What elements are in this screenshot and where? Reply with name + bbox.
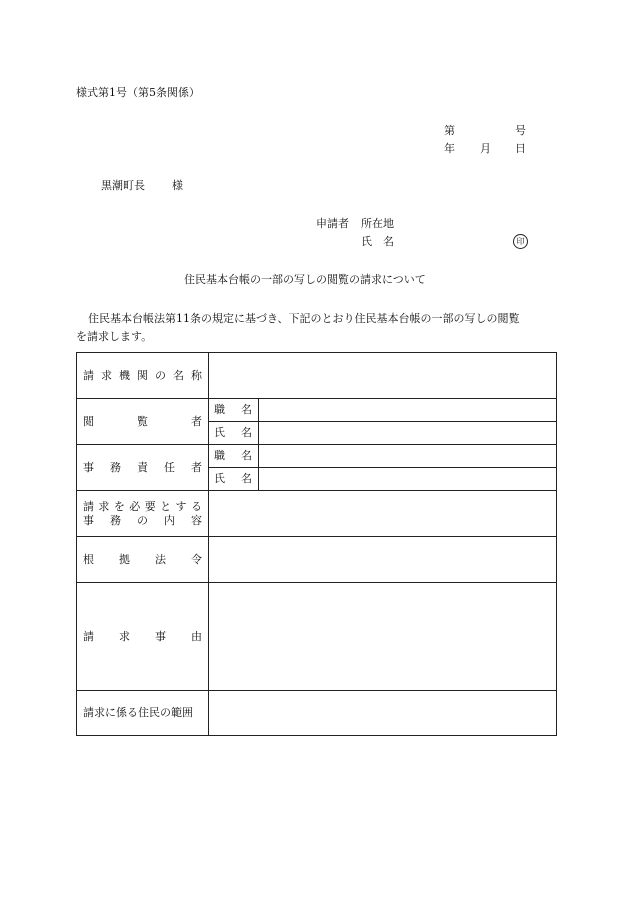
applicant-label: 申請者 <box>316 217 349 230</box>
row-institution-name <box>77 353 557 399</box>
field-purpose[interactable] <box>209 491 557 537</box>
field-legal-basis[interactable] <box>209 537 557 583</box>
addressee-honorific: 様 <box>172 179 183 192</box>
field-manager-name[interactable] <box>259 468 557 491</box>
number-prefix: 第 <box>444 124 455 137</box>
date-day: 日 <box>515 142 526 155</box>
field-viewer-job[interactable] <box>259 399 557 422</box>
date-month: 月 <box>480 142 491 155</box>
sublabel-viewer-name: 氏 名 <box>209 422 259 445</box>
body-text-line1: 住民基本台帳法第11条の規定に基づき、下記のとおり住民基本台帳の一部の写しの閲覧 <box>88 312 520 325</box>
body-text-line2: を請求します。 <box>76 330 153 343</box>
row-legal-basis <box>77 537 557 583</box>
label-legal-basis: 根 拠 法 令 <box>77 537 209 583</box>
label-viewer: 閲 覧 者 <box>77 399 209 445</box>
form-number: 様式第1号（第5条関係） <box>76 86 200 99</box>
row-reason <box>77 583 557 691</box>
field-viewer-name[interactable] <box>259 422 557 445</box>
label-purpose: 請 求 を 必 要 と す る 事 務 の 内 容 <box>77 491 209 537</box>
sublabel-manager-name: 氏 名 <box>209 468 259 491</box>
applicant-name-label: 氏 名 <box>361 235 394 248</box>
sublabel-manager-job: 職 名 <box>209 445 259 468</box>
field-scope[interactable] <box>209 691 557 736</box>
document-title: 住民基本台帳の一部の写しの閲覧の請求について <box>184 273 426 286</box>
row-viewer-job <box>77 399 557 422</box>
row-scope <box>77 691 557 736</box>
field-manager-job[interactable] <box>259 445 557 468</box>
applicant-address-label: 所在地 <box>361 217 394 230</box>
label-scope: 請求に係る住民の範囲 <box>77 691 209 736</box>
field-reason[interactable] <box>209 583 557 691</box>
row-manager-job <box>77 445 557 468</box>
seal-icon <box>513 234 528 249</box>
request-form-table <box>76 352 557 736</box>
label-manager: 事 務 責 任 者 <box>77 445 209 491</box>
field-institution-name[interactable] <box>209 353 557 399</box>
seal-mark: 印 <box>513 234 528 249</box>
addressee-name: 黒潮町長 <box>101 179 145 192</box>
date-year: 年 <box>444 142 455 155</box>
sublabel-viewer-job: 職 名 <box>209 399 259 422</box>
label-institution-name: 請 求 機 関 の 名 称 <box>77 353 209 399</box>
number-suffix: 号 <box>515 124 526 137</box>
row-purpose <box>77 491 557 537</box>
label-reason: 請 求 事 由 <box>77 583 209 691</box>
